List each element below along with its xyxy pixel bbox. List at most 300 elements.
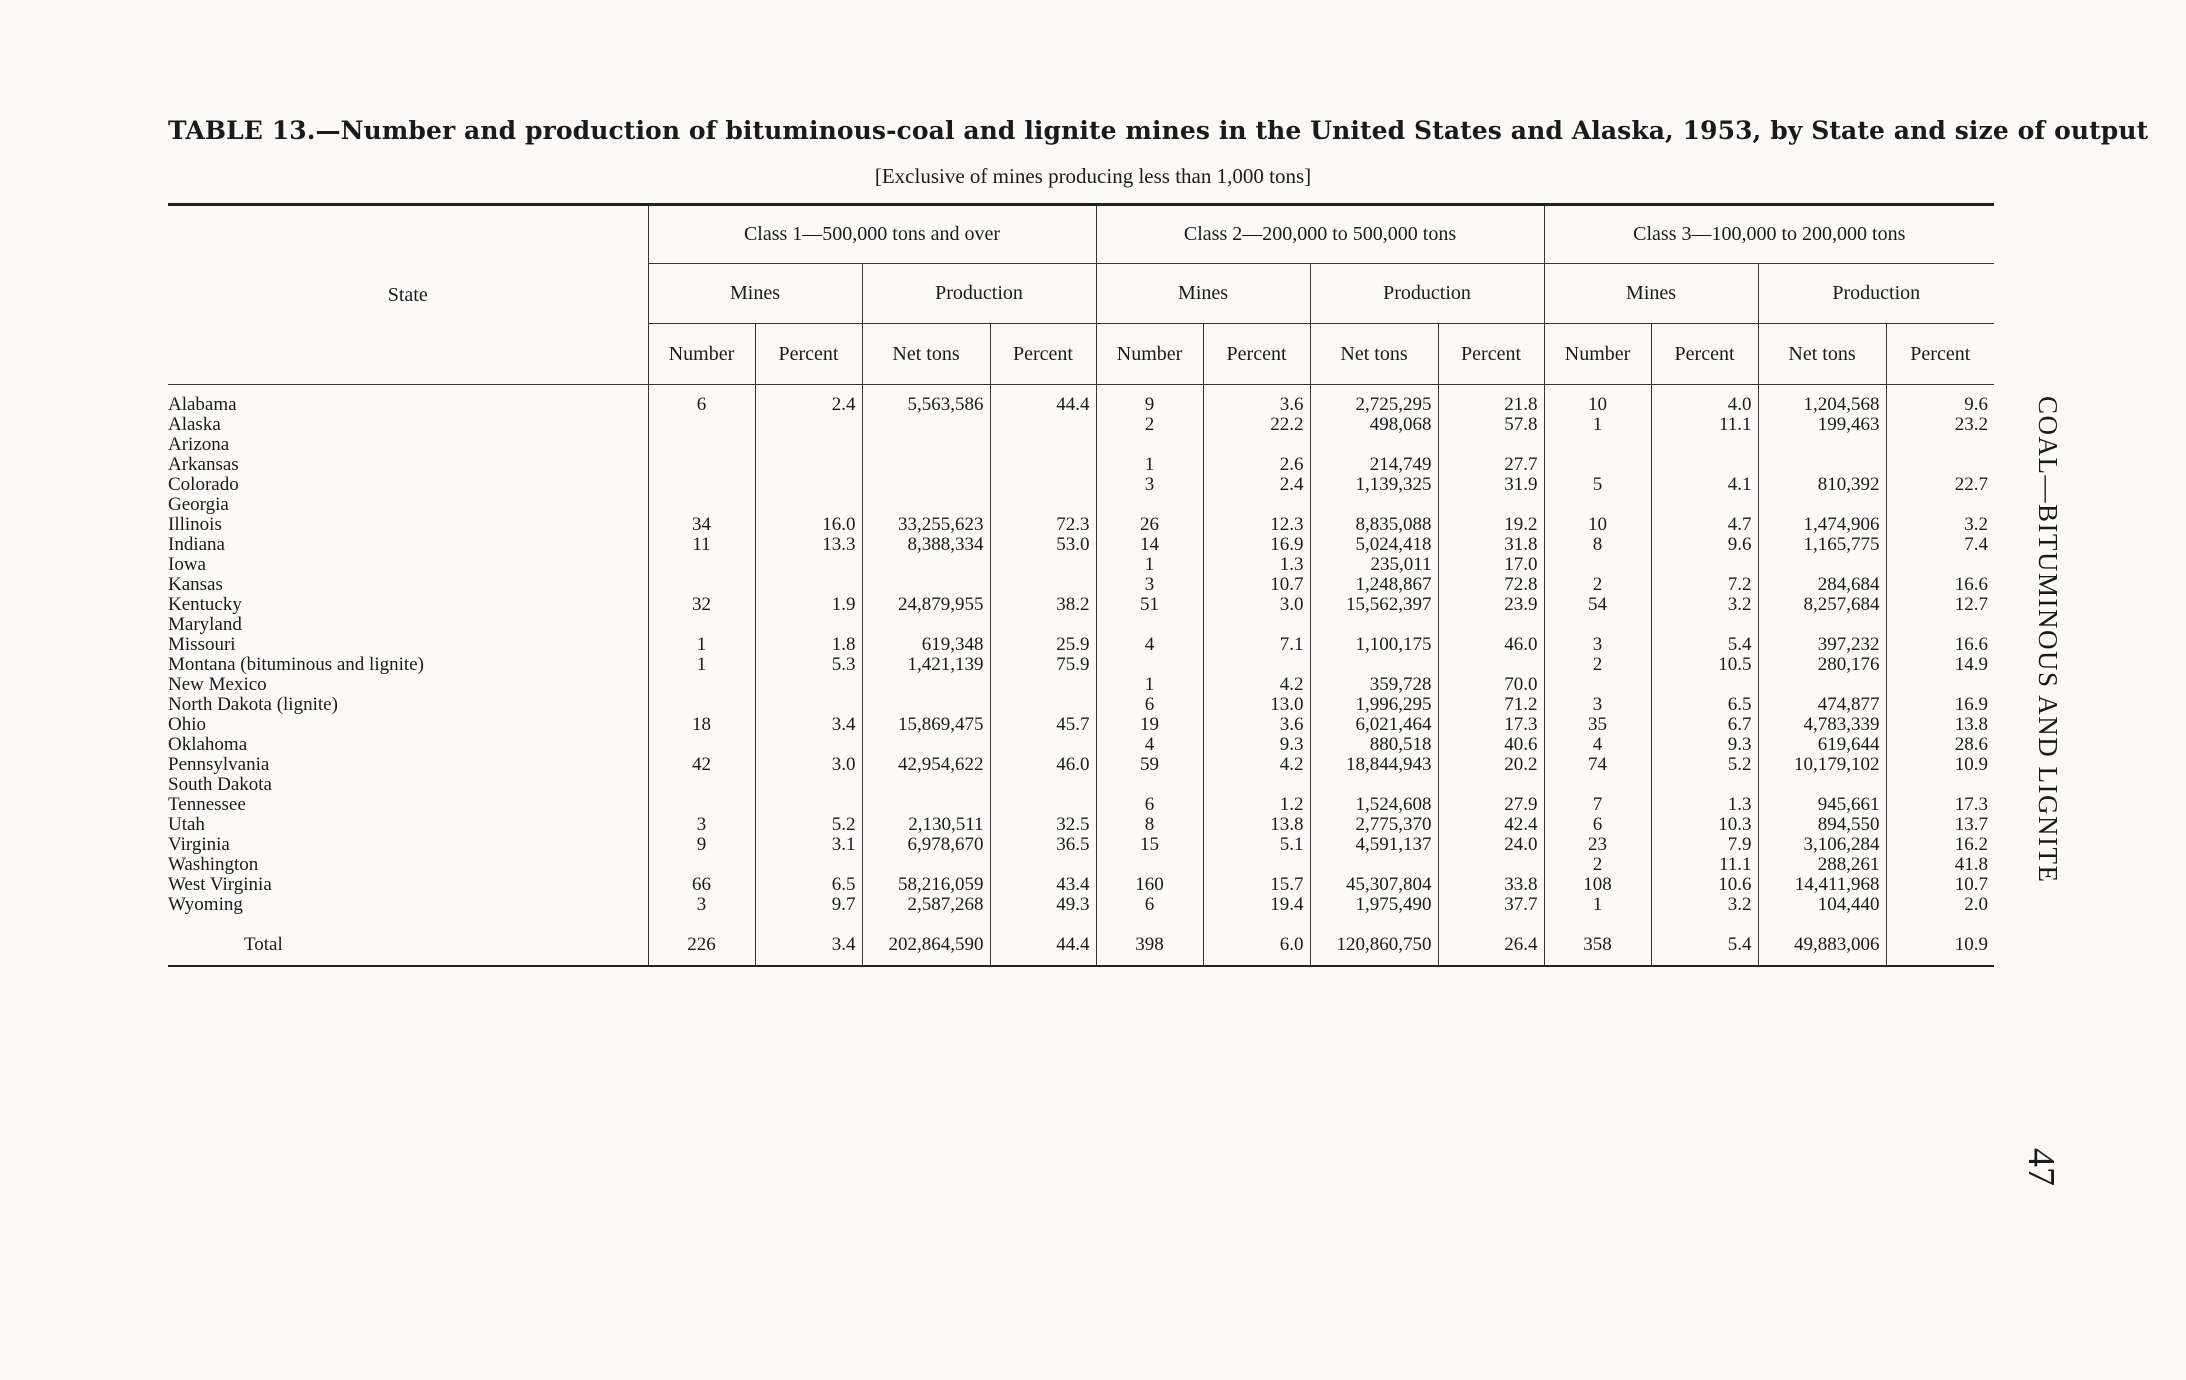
value-cell: 1.8: [755, 635, 862, 655]
state-name-cell: Wyoming: [168, 895, 243, 915]
table-row: [168, 815, 1994, 835]
value-cell: [755, 575, 862, 595]
value-cell: 25.9: [990, 635, 1096, 655]
value-cell: 72.3: [990, 515, 1096, 535]
value-cell: 474,877: [1758, 695, 1886, 715]
value-cell: [1758, 775, 1886, 795]
total-row: [168, 925, 1994, 966]
value-cell: [1096, 655, 1203, 675]
value-cell: 10.7: [1886, 875, 1994, 895]
table-row: [168, 495, 1994, 515]
value-cell: 10,179,102: [1758, 755, 1886, 775]
value-cell: 71.2: [1438, 695, 1544, 715]
value-cell: 8,388,334: [862, 535, 990, 555]
table-row: [168, 455, 1994, 475]
value-cell: 14.9: [1886, 655, 1994, 675]
value-cell: [990, 555, 1096, 575]
value-cell: [755, 735, 862, 755]
value-cell: 5.2: [755, 815, 862, 835]
value-cell: 72.8: [1438, 575, 1544, 595]
value-cell: 20.2: [1438, 755, 1544, 775]
state-name-cell: Virginia: [168, 835, 230, 855]
value-cell: [1886, 775, 1994, 795]
value-cell: [648, 855, 755, 875]
value-cell: [1203, 435, 1310, 455]
value-cell: 35: [1544, 715, 1651, 735]
spacer-cell: [1544, 385, 1651, 396]
spacer-cell: [1651, 385, 1758, 396]
table-row: [168, 895, 1994, 915]
value-cell: 41.8: [1886, 855, 1994, 875]
value-cell: 4.1: [1651, 475, 1758, 495]
table-row: [168, 715, 1994, 735]
value-cell: [1758, 555, 1886, 575]
spacer-cell: [1203, 915, 1310, 925]
running-head: COAL—BITUMINOUS AND LIGNITE: [2033, 396, 2063, 884]
spacer-cell: [648, 385, 755, 396]
spacer-cell: [1758, 385, 1886, 396]
table-row: [168, 855, 1994, 875]
value-cell: 4,591,137: [1310, 835, 1438, 855]
table-row: [168, 835, 1994, 855]
spacer-cell: [1886, 385, 1994, 396]
spacer-cell: [1438, 385, 1544, 396]
value-cell: [1544, 615, 1651, 635]
value-cell: [990, 695, 1096, 715]
spacer-cell: [168, 385, 648, 396]
value-cell: [1544, 495, 1651, 515]
header-number: Number: [1544, 324, 1651, 385]
value-cell: 32: [648, 595, 755, 615]
value-cell: [1886, 455, 1994, 475]
value-cell: 498,068: [1310, 415, 1438, 435]
value-cell: [1651, 675, 1758, 695]
value-cell: 7.9: [1651, 835, 1758, 855]
value-cell: 2,775,370: [1310, 815, 1438, 835]
value-cell: 6: [648, 395, 755, 415]
value-cell: 1,975,490: [1310, 895, 1438, 915]
value-cell: 1,248,867: [1310, 575, 1438, 595]
header-mines: Mines: [1096, 264, 1310, 324]
state-name-cell: Utah: [168, 815, 205, 835]
state-name-cell: Montana (bituminous and lignite): [168, 655, 424, 675]
value-cell: 45,307,804: [1310, 875, 1438, 895]
value-cell: 53.0: [990, 535, 1096, 555]
value-cell: 1: [648, 655, 755, 675]
state-name-cell: Missouri: [168, 635, 236, 655]
value-cell: [648, 415, 755, 435]
value-cell: 16.2: [1886, 835, 1994, 855]
value-cell: [1886, 495, 1994, 515]
table-subtitle: [Exclusive of mines producing less than 1,000 tons]: [874, 164, 1312, 188]
value-cell: 2,725,295: [1310, 395, 1438, 415]
coal-mines-table: [168, 203, 1994, 967]
value-cell: [1544, 555, 1651, 575]
spacer-cell: [1310, 915, 1438, 925]
value-cell: 12.7: [1886, 595, 1994, 615]
value-cell: [1758, 495, 1886, 515]
value-cell: [1438, 435, 1544, 455]
value-cell: 18: [648, 715, 755, 735]
spacer-cell: [862, 385, 990, 396]
value-cell: [1310, 435, 1438, 455]
value-cell: 3.4: [755, 925, 862, 966]
value-cell: 3.2: [1886, 515, 1994, 535]
value-cell: 214,749: [1310, 455, 1438, 475]
state-name-cell: Tennessee: [168, 795, 246, 815]
value-cell: 1: [1544, 415, 1651, 435]
value-cell: 3: [1544, 695, 1651, 715]
value-cell: [648, 615, 755, 635]
value-cell: [1203, 495, 1310, 515]
value-cell: 4: [1096, 735, 1203, 755]
value-cell: 9.6: [1651, 535, 1758, 555]
value-cell: 1,421,139: [862, 655, 990, 675]
value-cell: 9.7: [755, 895, 862, 915]
header-mines: Mines: [648, 264, 862, 324]
value-cell: 27.9: [1438, 795, 1544, 815]
value-cell: 31.8: [1438, 535, 1544, 555]
value-cell: 398: [1096, 925, 1203, 966]
value-cell: 10: [1544, 515, 1651, 535]
spacer-cell: [1886, 915, 1994, 925]
value-cell: 6: [1096, 895, 1203, 915]
value-cell: 33.8: [1438, 875, 1544, 895]
state-name-cell: Illinois: [168, 515, 222, 535]
value-cell: 358: [1544, 925, 1651, 966]
spacer-row: [168, 385, 1994, 396]
header-percent: Percent: [1651, 324, 1758, 385]
header-percent: Percent: [1203, 324, 1310, 385]
value-cell: 6.5: [755, 875, 862, 895]
value-cell: [755, 615, 862, 635]
value-cell: 1,524,608: [1310, 795, 1438, 815]
value-cell: 284,684: [1758, 575, 1886, 595]
value-cell: 945,661: [1758, 795, 1886, 815]
value-cell: 45.7: [990, 715, 1096, 735]
value-cell: 40.6: [1438, 735, 1544, 755]
value-cell: 1: [648, 635, 755, 655]
value-cell: 26: [1096, 515, 1203, 535]
value-cell: 27.7: [1438, 455, 1544, 475]
table-row: [168, 515, 1994, 535]
value-cell: [862, 695, 990, 715]
value-cell: [755, 695, 862, 715]
value-cell: 75.9: [990, 655, 1096, 675]
value-cell: 2: [1544, 575, 1651, 595]
value-cell: 3: [648, 895, 755, 915]
value-cell: 16.9: [1886, 695, 1994, 715]
value-cell: 4: [1544, 735, 1651, 755]
value-cell: 74: [1544, 755, 1651, 775]
value-cell: 17.3: [1438, 715, 1544, 735]
spacer-cell: [862, 915, 990, 925]
value-cell: 880,518: [1310, 735, 1438, 755]
value-cell: [862, 415, 990, 435]
value-cell: 3.6: [1203, 395, 1310, 415]
value-cell: 3: [1096, 475, 1203, 495]
value-cell: 1.9: [755, 595, 862, 615]
value-cell: 49,883,006: [1758, 925, 1886, 966]
header-mines: Mines: [1544, 264, 1758, 324]
value-cell: 59: [1096, 755, 1203, 775]
value-cell: 120,860,750: [1310, 925, 1438, 966]
value-cell: [862, 555, 990, 575]
value-cell: 397,232: [1758, 635, 1886, 655]
value-cell: 2: [1544, 655, 1651, 675]
value-cell: 4.2: [1203, 755, 1310, 775]
value-cell: 12.3: [1203, 515, 1310, 535]
value-cell: [648, 435, 755, 455]
value-cell: [862, 775, 990, 795]
spacer-row: [168, 915, 1994, 925]
value-cell: 1.3: [1203, 555, 1310, 575]
state-name-cell: Georgia: [168, 495, 229, 515]
value-cell: 13.8: [1886, 715, 1994, 735]
table-row: [168, 415, 1994, 435]
value-cell: [648, 675, 755, 695]
value-cell: [1651, 775, 1758, 795]
value-cell: 9: [648, 835, 755, 855]
value-cell: 1: [1096, 675, 1203, 695]
value-cell: 359,728: [1310, 675, 1438, 695]
value-cell: [755, 455, 862, 475]
value-cell: 3.4: [755, 715, 862, 735]
value-cell: 1,996,295: [1310, 695, 1438, 715]
value-cell: 10.7: [1203, 575, 1310, 595]
value-cell: 3: [648, 815, 755, 835]
value-cell: 16.6: [1886, 575, 1994, 595]
value-cell: 10.6: [1651, 875, 1758, 895]
table-row: [168, 755, 1994, 775]
value-cell: 26.4: [1438, 925, 1544, 966]
value-cell: [1758, 675, 1886, 695]
value-cell: 7.4: [1886, 535, 1994, 555]
value-cell: 46.0: [1438, 635, 1544, 655]
value-cell: 4.2: [1203, 675, 1310, 695]
value-cell: [862, 675, 990, 695]
state-name-cell: Iowa: [168, 555, 206, 575]
value-cell: [1203, 855, 1310, 875]
value-cell: [1886, 675, 1994, 695]
value-cell: [990, 435, 1096, 455]
value-cell: 43.4: [990, 875, 1096, 895]
value-cell: [862, 855, 990, 875]
value-cell: 1: [1096, 455, 1203, 475]
value-cell: 3.6: [1203, 715, 1310, 735]
value-cell: 8: [1096, 815, 1203, 835]
spacer-cell: [1651, 915, 1758, 925]
state-name-cell: Kentucky: [168, 595, 242, 615]
value-cell: 37.7: [1438, 895, 1544, 915]
value-cell: [648, 695, 755, 715]
header-production: Production: [1758, 264, 1994, 324]
value-cell: [1096, 615, 1203, 635]
spacer-cell: [755, 915, 862, 925]
state-name-cell: Alaska: [168, 415, 221, 435]
table-row: [168, 735, 1994, 755]
state-name-cell: Maryland: [168, 615, 242, 635]
value-cell: 202,864,590: [862, 925, 990, 966]
value-cell: 9.6: [1886, 395, 1994, 415]
page-number: 47: [2020, 1148, 2062, 1186]
value-cell: [1310, 855, 1438, 875]
value-cell: 51: [1096, 595, 1203, 615]
value-cell: [755, 775, 862, 795]
header-net-tons: Net tons: [1310, 324, 1438, 385]
value-cell: 19: [1096, 715, 1203, 735]
value-cell: 6.5: [1651, 695, 1758, 715]
header-production: Production: [1310, 264, 1544, 324]
value-cell: 15: [1096, 835, 1203, 855]
value-cell: [1438, 775, 1544, 795]
value-cell: 2.0: [1886, 895, 1994, 915]
value-cell: 10.5: [1651, 655, 1758, 675]
value-cell: 14: [1096, 535, 1203, 555]
value-cell: 9: [1096, 395, 1203, 415]
value-cell: [990, 455, 1096, 475]
table-row: [168, 475, 1994, 495]
value-cell: 2.6: [1203, 455, 1310, 475]
value-cell: 13.8: [1203, 815, 1310, 835]
value-cell: 24,879,955: [862, 595, 990, 615]
value-cell: 5.4: [1651, 635, 1758, 655]
header-net-tons: Net tons: [862, 324, 990, 385]
value-cell: 1,139,325: [1310, 475, 1438, 495]
value-cell: [990, 495, 1096, 515]
value-cell: 57.8: [1438, 415, 1544, 435]
value-cell: [1544, 455, 1651, 475]
table-row: [168, 775, 1994, 795]
value-cell: [648, 575, 755, 595]
header-net-tons: Net tons: [1758, 324, 1886, 385]
table-title: TABLE 13.—Number and production of bituminous-coal and lignite mines in the United States and Alaska, 1953, by State and size of output: [168, 116, 2149, 145]
value-cell: 33,255,623: [862, 515, 990, 535]
value-cell: 22.7: [1886, 475, 1994, 495]
value-cell: 42: [648, 755, 755, 775]
spacer-cell: [168, 915, 648, 925]
value-cell: 28.6: [1886, 735, 1994, 755]
table-row: [168, 435, 1994, 455]
value-cell: [862, 795, 990, 815]
value-cell: 23: [1544, 835, 1651, 855]
value-cell: [862, 495, 990, 515]
value-cell: 5,563,586: [862, 395, 990, 415]
value-cell: [990, 735, 1096, 755]
value-cell: [755, 435, 862, 455]
value-cell: 8: [1544, 535, 1651, 555]
value-cell: 4: [1096, 635, 1203, 655]
value-cell: 21.8: [1438, 395, 1544, 415]
value-cell: 13.3: [755, 535, 862, 555]
value-cell: [1203, 775, 1310, 795]
header-class-3: Class 3—100,000 to 200,000 tons: [1544, 205, 1994, 264]
value-cell: 6: [1544, 815, 1651, 835]
value-cell: [1096, 495, 1203, 515]
header-class-2: Class 2—200,000 to 500,000 tons: [1096, 205, 1544, 264]
value-cell: [1758, 455, 1886, 475]
value-cell: 5.2: [1651, 755, 1758, 775]
value-cell: 1,474,906: [1758, 515, 1886, 535]
value-cell: [755, 555, 862, 575]
value-cell: 70.0: [1438, 675, 1544, 695]
value-cell: 15,869,475: [862, 715, 990, 735]
value-cell: [862, 575, 990, 595]
value-cell: 14,411,968: [1758, 875, 1886, 895]
value-cell: [862, 455, 990, 475]
table-row: [168, 535, 1994, 555]
table-row: [168, 395, 1994, 415]
value-cell: 3.1: [755, 835, 862, 855]
value-cell: 2,587,268: [862, 895, 990, 915]
table-row: [168, 575, 1994, 595]
value-cell: 160: [1096, 875, 1203, 895]
value-cell: 11.1: [1651, 855, 1758, 875]
value-cell: 15.7: [1203, 875, 1310, 895]
value-cell: 4,783,339: [1758, 715, 1886, 735]
value-cell: 810,392: [1758, 475, 1886, 495]
value-cell: 108: [1544, 875, 1651, 895]
value-cell: [990, 675, 1096, 695]
value-cell: [1651, 435, 1758, 455]
value-cell: 54: [1544, 595, 1651, 615]
value-cell: 6.0: [1203, 925, 1310, 966]
value-cell: 18,844,943: [1310, 755, 1438, 775]
value-cell: [1310, 775, 1438, 795]
value-cell: 23.9: [1438, 595, 1544, 615]
state-name-cell: Indiana: [168, 535, 225, 555]
value-cell: 2,130,511: [862, 815, 990, 835]
value-cell: 66: [648, 875, 755, 895]
spacer-cell: [1203, 385, 1310, 396]
value-cell: [1310, 655, 1438, 675]
header-production: Production: [862, 264, 1096, 324]
table-body: [168, 385, 1994, 967]
value-cell: 619,348: [862, 635, 990, 655]
value-cell: 3.0: [755, 755, 862, 775]
value-cell: 199,463: [1758, 415, 1886, 435]
value-cell: 3.0: [1203, 595, 1310, 615]
value-cell: [1310, 615, 1438, 635]
state-name-cell: Colorado: [168, 475, 239, 495]
value-cell: 280,176: [1758, 655, 1886, 675]
value-cell: 3: [1544, 635, 1651, 655]
spacer-cell: [1438, 915, 1544, 925]
value-cell: 17.3: [1886, 795, 1994, 815]
value-cell: 3,106,284: [1758, 835, 1886, 855]
value-cell: 1,165,775: [1758, 535, 1886, 555]
value-cell: 19.2: [1438, 515, 1544, 535]
value-cell: [648, 455, 755, 475]
value-cell: [648, 555, 755, 575]
value-cell: [1438, 615, 1544, 635]
value-cell: [1758, 615, 1886, 635]
value-cell: 1: [1096, 555, 1203, 575]
value-cell: [990, 575, 1096, 595]
value-cell: 3: [1096, 575, 1203, 595]
state-name-cell: Pennsylvania: [168, 755, 270, 775]
value-cell: 10.9: [1886, 755, 1994, 775]
value-cell: 9.3: [1203, 735, 1310, 755]
value-cell: 24.0: [1438, 835, 1544, 855]
value-cell: 44.4: [990, 395, 1096, 415]
value-cell: [1096, 855, 1203, 875]
value-cell: 44.4: [990, 925, 1096, 966]
table-row: [168, 675, 1994, 695]
value-cell: [862, 615, 990, 635]
header-percent: Percent: [1886, 324, 1994, 385]
value-cell: [1651, 495, 1758, 515]
